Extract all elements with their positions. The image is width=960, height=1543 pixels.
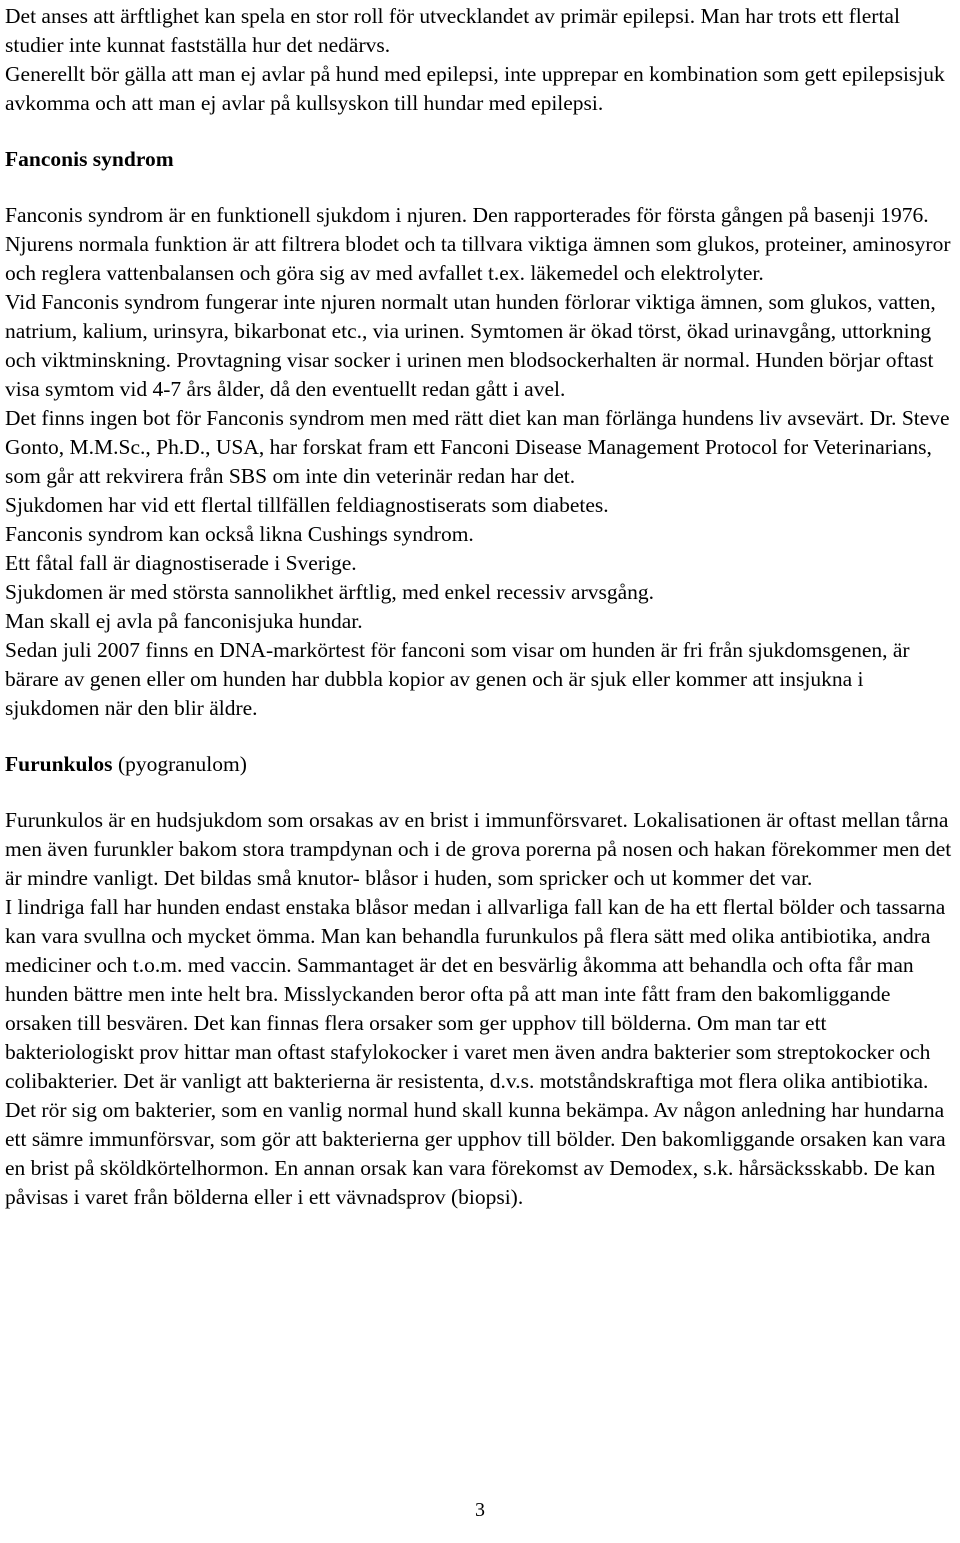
fanconi-heading: Fanconis syndrom — [5, 147, 174, 171]
furunkulos-heading-subtitle: (pyogranulom) — [112, 752, 247, 776]
furunkulos-heading-bold: Furunkulos — [5, 752, 113, 776]
fanconi-paragraph-5: Sjukdomen har vid ett flertal tillfällen feldiagnostiserats som diabetes. — [5, 493, 609, 517]
fanconi-paragraph-7: Ett fåtal fall är diagnostiserade i Sverige. — [5, 551, 357, 575]
fanconi-paragraph-8: Sjukdomen är med största sannolikhet ärftlig, med enkel recessiv arvsgång. — [5, 580, 655, 604]
document-page — [5, 2, 955, 1212]
page-number: 3 — [475, 1499, 485, 1521]
fanconi-paragraph-9: Man skall ej avla på fanconisjuka hundar. — [5, 609, 363, 633]
fanconi-paragraph-1: Fanconis syndrom är en funktionell sjukdom i njuren. Den rapporterades för första gången på basenji 1976. — [5, 203, 929, 227]
furunkulos-heading — [5, 750, 955, 779]
intro-paragraph-1: Det anses att ärftlighet kan spela en stor roll för utvecklandet av primär epilepsi. Man har trots ett flertal studier inte kunnat fastställa hur det nedärvs. — [5, 4, 900, 57]
fanconi-paragraph-2: Njurens normala funktion är att filtrera blodet och ta tillvara viktiga ämnen som glukos, proteiner, aminosyror och reglera vattenbalansen och göra sig av med avfallet t.ex. läkemedel och elektrolyter. — [5, 232, 951, 285]
furunkulos-paragraph-1: Furunkulos är en hudsjukdom som orsakas av en brist i immunförsvaret. Lokalisationen är oftast mellan tårna men även furunkler bakom stora trampdynan och i de grova porerna på nosen och hakan förekommer men det är mindre vanligt. Det bildas små knutor- blåsor i huden, som spricker och ut kommer det var. — [5, 808, 952, 890]
fanconi-paragraph-4: Det finns ingen bot för Fanconis syndrom men med rätt diet kan man förlänga hundens liv avsevärt. Dr. Steve Gonto, M.M.Sc., Ph.D., USA, har forskat fram ett Fanconi Disease Management Protocol for Veterinarians, som går att rekvirera från SBS om inte din veterinär redan har det. — [5, 406, 950, 488]
fanconi-paragraph-6: Fanconis syndrom kan också likna Cushings syndrom. — [5, 522, 474, 546]
intro-paragraph-2: Generellt bör gälla att man ej avlar på hund med epilepsi, inte upprepar en kombination som gett epilepsisjuk avkomma och att man ej avlar på kullsyskon till hundar med epilepsi. — [5, 62, 945, 115]
fanconi-paragraph-10: Sedan juli 2007 finns en DNA-markörtest för fanconi som visar om hunden är fri från sjukdomsgenen, är bärare av genen eller om hunden har dubbla kopior av genen och är sjuk eller kommer att insjukna i sjukdomen när den blir äldre. — [5, 638, 910, 720]
fanconi-paragraph-3: Vid Fanconis syndrom fungerar inte njuren normalt utan hunden förlorar viktiga ämnen, som glukos, vatten, natrium, kalium, urinsyra, bikarbonat etc., via urinen. Symtomen är ökad törst, ökad urinavgång, uttorkning och viktminskning. Provtagning visar socker i urinen men blodsockerhalten är normal. Hunden börjar oftast visa symtom vid 4-7 års ålder, då den eventuellt redan gått i avel. — [5, 290, 936, 401]
furunkulos-paragraph-2: I lindriga fall har hunden endast enstaka blåsor medan i allvarliga fall kan de ha ett flertal bölder och tassarna kan vara svullna och mycket ömma. Man kan behandla furunkulos på flera sätt med olika antibiotika, andra mediciner och t.o.m. med vaccin. Sammantaget är det en besvärlig åkomma att behandla och ofta får man hunden bättre men inte helt bra. Misslyckanden beror ofta på att man inte fått fram den bakomliggande orsaken till besvären. Det kan finnas flera orsaker som ger upphov till bölderna. Om man tar ett bakteriologiskt prov hittar man oftast stafylokocker i varet men även andra bakterier som streptokocker och colibakterier. Det är vanligt att bakterierna är resistenta, d.v.s. motståndskraftiga mot flera olika antibiotika. Det rör sig om bakterier, som en vanlig normal hund skall kunna bekämpa. Av någon anledning har hundarna ett sämre immunförsvar, som gör att bakterierna ger upphov till bölder. Den bakomliggande orsaken kan vara en brist på sköldkörtelhormon. En annan orsak kan vara förekomst av Demodex, s.k. hårsäcksskabb. De kan påvisas i varet från bölderna eller i ett vävnadsprov (biopsi). — [5, 895, 946, 1209]
